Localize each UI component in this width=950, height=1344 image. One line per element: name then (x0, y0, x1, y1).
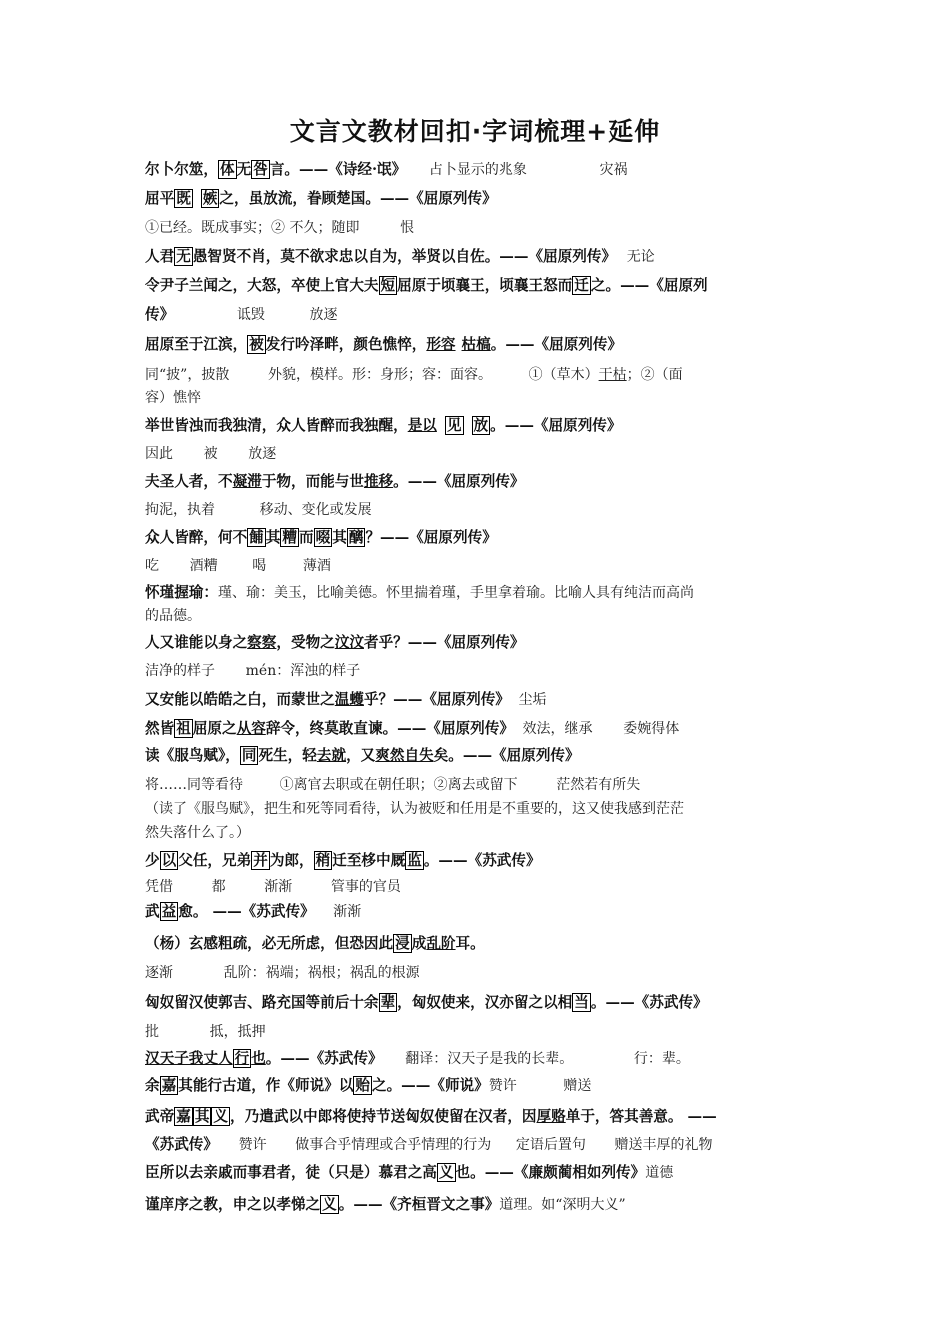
annotation: 赞许 (488, 1078, 517, 1094)
keyword-box: 放 (473, 417, 489, 434)
entry-line (145, 272, 810, 300)
keyword-underline: 爽然自失 (375, 747, 434, 764)
annotation: ；②（面 (626, 367, 683, 383)
entry-line (145, 742, 810, 770)
keyword-underline: 推移 (363, 473, 394, 490)
annotation: 凭借 (145, 879, 173, 895)
annotation: 翻译：汉天子是我的长辈。 (405, 1051, 574, 1067)
quote-text: （杨）玄感粗疏，必无所虑，但恐因此 (145, 935, 394, 952)
annotation: 容）憔悴 (145, 390, 201, 406)
annotation: 乱阶：祸端；祸根；祸乱的根源 (223, 965, 420, 981)
entry-line (145, 1045, 810, 1073)
quote-text: 武 (145, 903, 160, 920)
quote-text: 言。——《诗经·氓》 (269, 161, 407, 178)
quote-text: 。——《屈原列传》 (393, 473, 525, 490)
quote-text: 发行吟泽畔，颜色憔悴， (265, 336, 427, 353)
keyword-box: 稍 (315, 852, 331, 869)
keyword-underline: 也 (251, 1050, 266, 1067)
gloss-line (145, 440, 810, 468)
quote-text: 夫圣人者，不 (145, 473, 233, 490)
entry-line (145, 989, 810, 1017)
quote-text: 。——《苏武传》 (590, 994, 708, 1011)
entry-line (145, 468, 810, 496)
quote-text: 又安能以皓皓之白，而蒙世之 (145, 691, 335, 708)
quote-text: 武帝 (145, 1108, 175, 1125)
keyword-underline: 汉天子我丈人 (145, 1050, 233, 1067)
annotation: ①已经。既成事实；② 不久；随即 (145, 220, 360, 236)
annotation: 无论 (626, 249, 655, 265)
quote-text: 其 (332, 529, 347, 546)
keyword-box: 以 (161, 852, 177, 869)
keyword-box: 义 (438, 1164, 454, 1181)
annotation: 都 (211, 879, 226, 895)
gloss-line (145, 214, 810, 242)
gloss-line (145, 959, 810, 987)
keyword-box: 嘉 (176, 1108, 191, 1125)
quote-text: ，乃遣武以中郎将使持节送匈奴使留在汉者，因 (230, 1108, 537, 1125)
quote-text: 臣所以去亲戚而事君者，徒（只是）慕君之高 (145, 1164, 437, 1181)
annotation: 赠送 (563, 1078, 592, 1094)
quote-text: 愈。 ——《苏武传》 (178, 903, 315, 920)
gloss-line (145, 657, 810, 685)
quote-text: 众人皆醉，何不 (145, 529, 248, 546)
annotation: ①离官去职或在朝任职；②离去或留下 (279, 777, 518, 793)
quote-text: 。——《屈原列传》 (490, 417, 622, 434)
entry-line (145, 412, 810, 440)
keyword-underline: 汶汶 (334, 634, 364, 651)
keyword-box: 祖 (176, 720, 191, 737)
annotation: 喝 (252, 558, 267, 574)
annotation: 占卜显示的兆象 (428, 162, 527, 178)
keyword-box: 糟 (282, 529, 297, 546)
quote-text: 屈原之 (192, 720, 237, 737)
keyword-box: 其 (194, 1108, 210, 1125)
quote-text: 乎？——《屈原列传》 (363, 691, 510, 708)
annotation: 因此 (145, 446, 173, 462)
quote-text: 无 (236, 161, 252, 178)
document-title: 文言文教材回扣·字词梳理+延伸 (289, 117, 661, 146)
annotation: 然失落什么了。） (145, 825, 250, 841)
gloss-line (145, 552, 810, 580)
keyword-box: 啜 (315, 529, 331, 546)
annotation: 吃 (145, 558, 159, 574)
quote-text: 余 (145, 1077, 160, 1094)
quote-text: 《苏武传》 (145, 1136, 218, 1153)
keyword-box: 咎 (253, 161, 268, 178)
annotation: 管事的官员 (330, 879, 401, 895)
annotation: 抵，抵押 (209, 1024, 266, 1040)
annotation: 定语后置句 (515, 1137, 586, 1153)
annotation: 放逐 (248, 446, 277, 462)
entry-line (145, 686, 810, 714)
gloss-line (145, 873, 810, 901)
keyword-underline: 形容 (426, 336, 456, 353)
quote-text: 为郎， (269, 852, 314, 869)
quote-text: 者乎？——《屈原列传》 (363, 634, 525, 651)
keyword-box: 同 (241, 747, 257, 764)
entry-line (145, 243, 810, 271)
quote-text: 人君 (145, 248, 175, 265)
quote-text: 尔卜尔筮， (145, 161, 218, 178)
quote-text: 之，虽放流，眷顾楚国。——《屈原列传》 (219, 190, 497, 207)
quote-text: 举世皆浊而我独清，众人皆醉而我独醒， (145, 417, 408, 434)
gloss-line (145, 496, 810, 524)
annotation: 道德 (645, 1165, 674, 1181)
keyword-box: 迁 (574, 277, 589, 294)
annotation: 薄酒 (302, 558, 331, 574)
entry-line (145, 930, 810, 958)
keyword-underline: 乱阶 (426, 935, 456, 952)
annotation: 将……同等看待 (145, 777, 243, 793)
gloss-line (145, 819, 810, 847)
keyword-box: 无 (176, 248, 191, 265)
entry-line (145, 629, 810, 657)
keyword-box: 嘉 (161, 1077, 177, 1094)
annotation: 尘垢 (518, 692, 547, 708)
keyword-box: 餔 (249, 529, 264, 546)
quote-text: 屈原至于江滨， (145, 336, 248, 353)
entry-line (145, 715, 810, 743)
keyword-underline: 从容 (236, 720, 266, 737)
annotation: 委婉得体 (623, 721, 680, 737)
quote-text: 然皆 (145, 720, 175, 737)
quote-text: ，匈奴使来，汉亦留之以相 (397, 994, 573, 1011)
keyword-box: 义 (213, 1108, 229, 1125)
entry-line (145, 1131, 810, 1159)
keyword-box: 益 (161, 903, 177, 920)
annotation: 道理。如“深明大义” (499, 1197, 626, 1213)
quote-text: 人又谁能以身之 (145, 634, 248, 651)
annotation: 的品德。 (145, 608, 201, 624)
keyword-box: 并 (253, 852, 268, 869)
quote-text: ，受物之 (276, 634, 335, 651)
keyword-box: 当 (574, 994, 589, 1011)
gloss-line (145, 602, 810, 630)
quote-text: 令尹子兰闻之，大怒，卒使上官大夫 (145, 277, 379, 294)
quote-text: 其 (265, 529, 281, 546)
keyword-box: 体 (219, 161, 235, 178)
quote-text: 父任，兄弟 (178, 852, 252, 869)
gloss-line (145, 384, 810, 412)
entry-line (145, 898, 810, 926)
keyword-box: 短 (380, 277, 396, 294)
entry-line (145, 1103, 810, 1131)
keyword-underline: 温蠖 (334, 691, 364, 708)
quote-text: 屈平 (145, 190, 175, 207)
annotation: 放逐 (309, 307, 338, 323)
keyword-box: 嫉 (202, 190, 218, 207)
quote-text: 也。——《廉颇蔺相如列传》 (455, 1164, 646, 1181)
keyword-underline: 厚赂 (536, 1108, 566, 1125)
quote-text: 。——《苏武传》 (423, 852, 541, 869)
annotation: 逐渐 (145, 965, 173, 981)
annotation: 诋毁 (236, 307, 265, 323)
quote-text: 迁至栘中厩 (332, 852, 406, 869)
annotation: 酒糟 (189, 558, 218, 574)
keyword-box: 既 (176, 190, 191, 207)
annotation: 干枯 (598, 367, 627, 383)
entry-line (145, 301, 810, 329)
quote-text: ，又 (346, 747, 376, 764)
keyword-underline: 察察 (247, 634, 277, 651)
quote-text: 而 (299, 529, 314, 546)
quote-text: 愚智贤不肖，莫不欲求忠以自为，举贤以自佐。——《屈原列传》 (192, 248, 617, 265)
entry-line (145, 1191, 810, 1219)
annotation: 被 (203, 446, 218, 462)
quote-text: 匈奴留汉使郭吉、路充国等前后十余 (145, 994, 379, 1011)
quote-text: 耳。 (455, 935, 485, 952)
annotation: 恨 (400, 220, 415, 236)
entry-line (145, 156, 810, 184)
quote-text: 之。——《师说》 (371, 1077, 489, 1094)
keyword-box: 浸 (395, 935, 410, 952)
annotation: 瑾、瑜：美玉，比喻美德。怀里揣着瑾，手里拿着瑜。比喻人具有纯洁而高尚 (217, 585, 694, 601)
entry-line (145, 331, 810, 359)
quote-text: 单于，答其善意。 —— (565, 1108, 717, 1125)
annotation: 拘泥，执着 (145, 502, 215, 518)
keyword-box: 义 (322, 1196, 337, 1213)
keyword-box: 被 (249, 336, 264, 353)
quote-text: 其能行古道，作《师说》以 (178, 1077, 354, 1094)
quote-text: 于物，而能与世 (261, 473, 364, 490)
quote-text: 传》 (145, 306, 175, 323)
keyword-underline: 凝滞 (232, 473, 262, 490)
gloss-line (145, 1018, 810, 1046)
keyword-underline: 去就 (316, 747, 347, 764)
entry-line (145, 1072, 810, 1100)
annotation: 赞许 (238, 1137, 267, 1153)
quote-text: 。——《屈原列传》 (490, 336, 623, 353)
annotation: 做事合乎情理或合乎情理的行为 (295, 1137, 492, 1153)
quote-text: 。——《苏武传》 (265, 1050, 383, 1067)
annotation: 效法，继承 (522, 721, 593, 737)
entry-line (145, 1159, 810, 1187)
quote-text: ？——《屈原列传》 (365, 529, 497, 546)
keyword-box: 贻 (355, 1077, 370, 1094)
quote-text: 屈原于顷襄王，顷襄王怒而 (397, 277, 573, 294)
keyword-box: 监 (407, 852, 422, 869)
quote-text: 成 (411, 935, 427, 952)
annotation: ①（草木） (528, 367, 599, 383)
annotation: 同“披”，披散 (145, 367, 230, 383)
keyword-box: 辈 (380, 994, 396, 1011)
entry-line (145, 185, 810, 213)
quote-text: 谨庠序之教，申之以孝悌之 (145, 1196, 321, 1213)
keyword-box: 行 (234, 1050, 250, 1067)
quote-text: 少 (145, 852, 160, 869)
annotation: 灾祸 (599, 162, 628, 178)
quote-text: 之。——《屈原列 (590, 277, 708, 294)
quote-text: 辞令，终莫敢直谏。——《屈原列传》 (265, 720, 514, 737)
annotation: （读了《服鸟赋》，把生和死等同看待，认为被贬和任用是不重要的，这又使我感到茫茫 (145, 801, 684, 817)
keyword-box: 醨 (348, 529, 364, 546)
annotation: 外貌，模样。形：身形；容：面容。 (267, 367, 492, 383)
annotation: 茫然若有所失 (556, 777, 641, 793)
entry-line (145, 847, 810, 875)
quote-text: 死生，轻 (258, 747, 317, 764)
quote-text: 读《服鸟赋》， (145, 747, 240, 764)
keyword-underline: 枯槁 (461, 336, 491, 353)
quote-text: 。——《齐桓晋文之事》 (338, 1196, 500, 1213)
keyword-underline: 是以 (407, 417, 437, 434)
keyword-box: 见 (446, 417, 462, 434)
annotation: 批 (145, 1024, 159, 1040)
annotation: 渐渐 (333, 904, 362, 920)
quote-text: 矣。——《屈原列传》 (433, 747, 580, 764)
annotation: 赠送丰厚的礼物 (614, 1137, 713, 1153)
annotation: 洁净的样子 (145, 663, 215, 679)
entry-line (145, 524, 810, 552)
annotation: 行：辈。 (633, 1051, 690, 1067)
quote-text: 怀瑾握瑜： (145, 584, 218, 601)
annotation: 移动、变化或发展 (259, 502, 372, 518)
annotation: mén：浑浊的样子 (245, 663, 361, 679)
annotation: 渐渐 (264, 879, 293, 895)
